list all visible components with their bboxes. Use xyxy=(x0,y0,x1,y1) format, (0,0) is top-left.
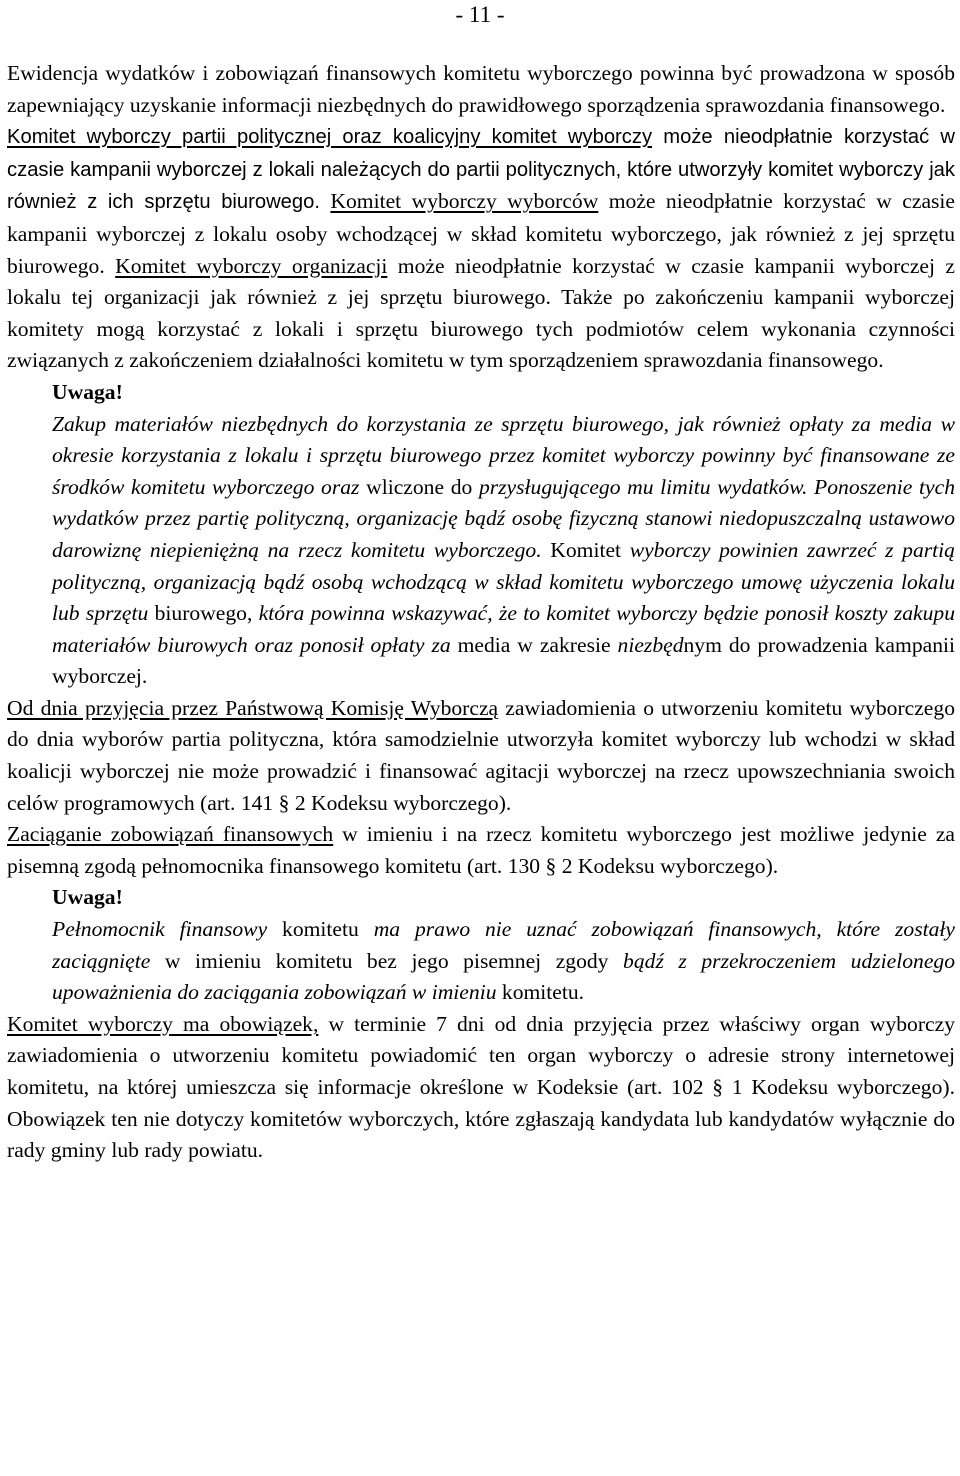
italic-span: Zakup materiałów niezbędnych do korzystania ze sprzętu biurowego, jak również opłaty za media w okresie korzystania z lokalu i sprzętu biurowego przez komitet wyborczy powinny być finansowane ze środków komitetu wyborczego oraz xyxy=(52,411,955,499)
page-number: - 11 - xyxy=(455,2,505,27)
text-span: może nieodpłatnie korzystać w czasie kampanii wyborczej z lokalu osoby wchodzącej w skład komitetu wyborczego, jak również z jej sprzętu biurowego. xyxy=(7,189,956,278)
text-span: komitetu xyxy=(267,917,374,942)
text-span: Komitet xyxy=(541,537,630,562)
text-span: media w zakresie xyxy=(450,632,618,657)
note-attorney xyxy=(7,914,955,1009)
note-heading: Uwaga! xyxy=(52,379,123,404)
text-span: zawiadomienia o utworzeniu komitetu wyborczego do dnia wyborów partia polityczna, która samodzielnie utworzyła komitet wyborczy lub wchodzi w skład koalicji wyborczej nie może prowadzić i finansować agitacji wyborczej na rzecz upowszechniania swoich celów programowych (art. 141 § 2 Kodeksu wyborczego). xyxy=(7,695,955,815)
text-span: może nieodpłatnie korzystać w czasie kampanii wyborczej z lokalu tej organizacji jak również z jej sprzętu biurowego. xyxy=(7,253,955,310)
underlined-liabilities: Zaciąganie zobowiązań finansowych xyxy=(7,822,334,847)
underlined-pkw-date: Od dnia przyjęcia przez Państwową Komisję Wyborczą xyxy=(7,695,499,720)
note-costs xyxy=(7,409,955,693)
text-span: komitetu. xyxy=(496,980,585,1005)
italic-span: niezbęd xyxy=(617,632,684,657)
underlined-party-committee: Komitet wyborczy partii politycznej oraz koalicyjny komitet wyborczy xyxy=(7,126,653,149)
text-span: w imieniu i na rzecz komitetu wyborczego jest możliwe jedynie za pisemną zgodą pełnomocnika finansowego komitetu (art. 130 § 2 Kodeksu wyborczego). xyxy=(7,822,955,878)
document-body xyxy=(7,58,955,1167)
italic-span: bądź z przekroczeniem udzielonego upoważnienia do zaciągania zobowiązań w imieniu xyxy=(52,948,955,1005)
italic-span: ma prawo nie uznać zobowiązań finansowych, które zostały zaciągnięte xyxy=(52,917,955,973)
underlined-obligation: Komitet wyborczy ma obowiązek, xyxy=(7,1011,319,1036)
text-span: Także po zakończeniu kampanii wyborczej komitety mogą korzystać z lokali i sprzętu biurowego tych podmiotów celem wykonania czynności związanych z zakończeniem działalności komitetu w tym sporządzeniem sprawozdania finansowego. xyxy=(7,285,955,373)
underlined-organization-committee: Komitet wyborczy organizacji xyxy=(115,253,388,278)
paragraph-liabilities xyxy=(7,819,955,882)
text-span: wliczone do xyxy=(359,474,479,499)
italic-span: przysługującego mu limitu wydatków. Ponoszenie tych wydatków przez partię polityczną, organizację bądź osobę fizyczną stanowi niedopuszczalną ustawowo darowiznę niepieniężną na rzecz komitetu wyborczego. xyxy=(52,474,956,562)
paragraph-records: Ewidencja wydatków i zobowiązań finansowych komitetu wyborczego powinna być prowadzona w sposób zapewniający uzyskanie informacji niezbędnych do prawidłowego sporządzenia sprawozdania finansowego. xyxy=(7,61,955,117)
italic-span: Pełnomocnik finansowy xyxy=(52,917,268,942)
italic-span: wyborczy powinien zawrzeć z partią polityczną, organizacją bądź osobą wchodzącą w skład komitetu wyborczego umowę użyczenia lokalu lub sprzętu xyxy=(52,537,955,626)
text-span: nym do prowadzenia kampanii wyborczej. xyxy=(52,632,955,689)
note-heading-2: Uwaga! xyxy=(52,885,123,910)
text-span: w terminie 7 dni od dnia przyjęcia przez właściwy organ wyborczy zawiadomienia o utworzeniu komitetu powiadomić ten organ wyborczy o adresie strony internetowej komitetu, na której umieszcza się informacje określone w Kodeksie (art. 102 § 1 Kodeksu wyborczego). Obowiązek ten nie dotyczy komitetów wyborczych, które zgłaszają kandydata lub kandydatów wyłącznie do rady gminy lub rady powiatu. xyxy=(7,1011,955,1163)
paragraph-website-obligation xyxy=(7,1009,955,1167)
paragraph-premises xyxy=(7,121,955,377)
paragraph-agitation xyxy=(7,693,955,819)
text-span: może nieodpłatnie korzystać w czasie kampanii wyborczej z lokali należących do partii politycznych, które utworzyły komitet wyborczy jak również z ich sprzętu biurowego. xyxy=(7,126,955,214)
text-span: w imieniu komitetu bez jego pisemnej zgody xyxy=(150,948,624,973)
text-span: biurowego, xyxy=(148,601,259,626)
italic-span: która powinna wskazywać, że to komitet wyborczy będzie ponosił koszty zakupu materiałów biurowych oraz ponosił opłaty za xyxy=(52,601,955,657)
underlined-voters-committee: Komitet wyborczy wyborców xyxy=(330,189,599,214)
